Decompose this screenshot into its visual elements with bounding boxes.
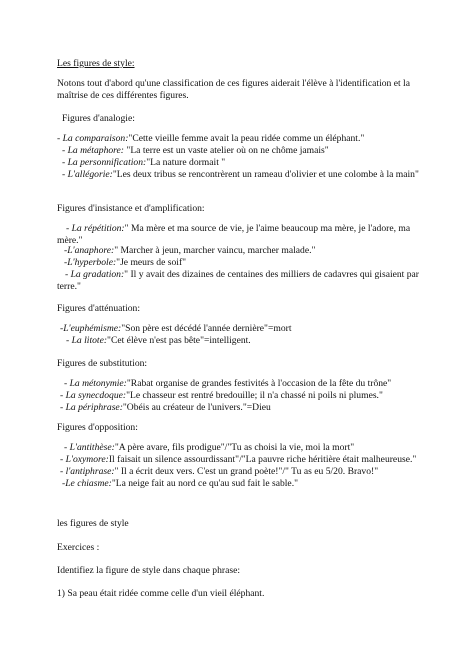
term-periphrase: La périphrase: (65, 402, 123, 413)
term-oxymore: L'oxymore: (65, 454, 109, 465)
item-metonymie: - La métonymie:"Rabat organise de grandes festivités à l'occasion de la fête du trône" (64, 378, 392, 389)
item-antithese: - L'antithèse:"A père avare, fils prodigue"/"Tu as choisi la vie, moi la mort" (64, 442, 355, 453)
exercise-instruction: Identifiez la figure de style dans chaque phrase: (57, 565, 241, 576)
term-antithese: L'antithèse: (69, 442, 115, 453)
intro-paragraph: Notons tout d'abord qu'une classification de ces figures aiderait l'élève à l'identification et la maîtrise de ces différentes figures. (57, 78, 410, 101)
exercise-question-1: 1) Sa peau était ridée comme celle d'un vieil éléphant. (57, 588, 265, 599)
item-hyperbole: -L'hyperbole:"Je meurs de soif" (64, 257, 187, 268)
item-antiphrase: - l'antiphrase:" Il a écrit deux vers. C'est un grand poète!"/" Tu as eu 5/20. Bravo!" (60, 466, 379, 477)
item-anaphore: -L'anaphore:" Marcher à jeun, marcher vaincu, marcher malade." (64, 245, 316, 256)
term-metaphore: La métaphore: (67, 145, 124, 156)
term-hyperbole: L'hyperbole: (67, 257, 117, 268)
heading-attenuation: Figures d'atténuation: (57, 303, 140, 314)
item-litote: - La litote:"Cet élève n'est pas bête"=intelligent. (66, 335, 251, 346)
term-synecdoque: La synecdoque: (65, 390, 127, 401)
heading-opposition: Figures d'opposition: (57, 422, 138, 433)
item-synecdoque: - La synecdoque:"Le chasseur est rentré bredouille; il n'a chassé ni poils ni plumes." (60, 390, 383, 401)
heading-analogie: Figures d'analogie: (62, 113, 135, 124)
term-personnification: La personnification: (67, 157, 147, 168)
heading-substitution: Figures de substitution: (57, 358, 148, 369)
item-metaphore: - La métaphore: "La terre est un vaste atelier où on ne chôme jamais" (62, 145, 329, 156)
item-personnification: - La personnification:"La nature dormait " (62, 157, 226, 168)
item-allegorie: - L'allégorie:"Les deux tribus se rencontrèrent un rameau d'olivier et une colombe à la main" (62, 169, 419, 180)
term-gradation: La gradation: (70, 269, 125, 280)
item-periphrase: - La périphrase:"Obéis au créateur de l'univers."=Dieu (60, 402, 271, 413)
heading-insistance: Figures d'insistance et d'amplification: (57, 203, 205, 214)
term-antiphrase: l'antiphrase: (65, 466, 115, 477)
item-repetition: - La répétition:" Ma mère et ma source de vie, je l'aime beaucoup ma mère, je l'adore, ma mère." (57, 223, 411, 246)
exercises-heading: Exercices : (57, 542, 100, 553)
term-comparaison: La comparaison: (62, 133, 129, 144)
item-euphemisme: -L'euphémisme:"Son père est décédé l'année dernière"=mort (60, 323, 292, 334)
term-euphemisme: L'euphémisme: (63, 323, 122, 334)
section-title-figures: les figures de style (57, 518, 129, 529)
item-gradation: - La gradation:" Il y avait des dizaines de centaines des milliers de cadavres qui gisaient par terre." (57, 269, 419, 292)
item-comparaison: - La comparaison:"Cette vieille femme avait la peau ridée comme un éléphant." (57, 133, 365, 144)
term-chiasme: Le chiasme: (65, 478, 112, 489)
term-repetition: La répétition: (71, 223, 125, 234)
item-chiasme: -Le chiasme:"La neige fait au nord ce qu'au sud fait le sable." (62, 478, 299, 489)
term-anaphore: L'anaphore: (67, 245, 115, 256)
term-litote: La litote: (71, 335, 108, 346)
item-oxymore: - L'oxymore:Il faisait un silence assourdissant"/"La pauvre riche héritière était malheureuse." (60, 454, 417, 465)
term-allegorie: L'allégorie: (67, 169, 113, 180)
document-title: Les figures de style: (57, 58, 135, 69)
term-metonymie: La métonymie: (69, 378, 127, 389)
